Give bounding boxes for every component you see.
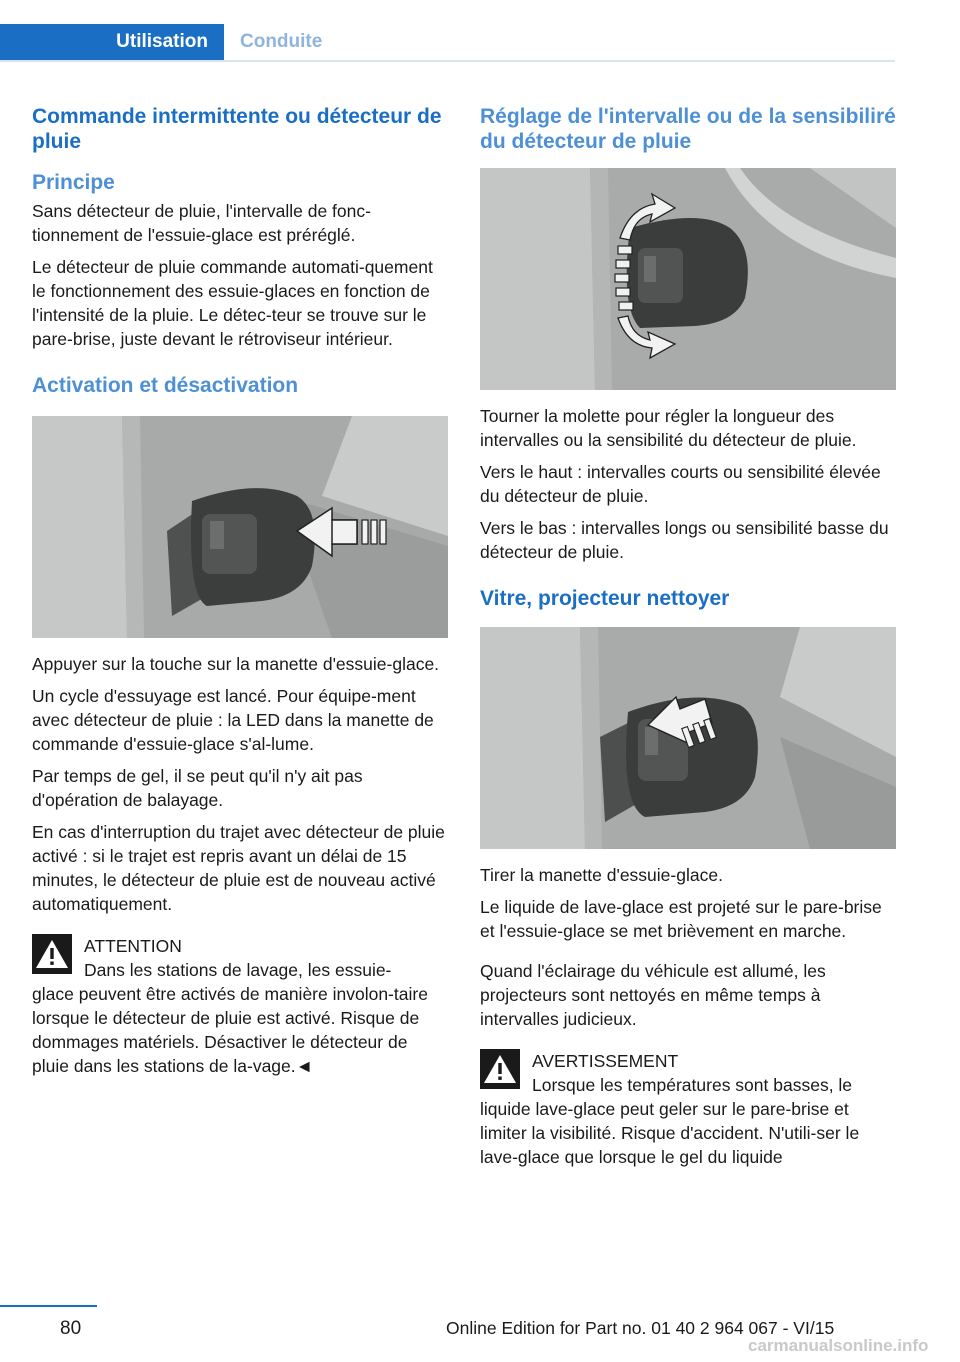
tab-bar — [0, 24, 895, 62]
figure-wiper-dial — [480, 168, 896, 390]
heading-vitre: Vitre, projecteur nettoyer — [480, 587, 730, 610]
warning-text: Dans les stations de lavage, les essuie- — [84, 960, 392, 980]
heading-activation: Activation et désactivation — [32, 374, 299, 397]
paragraph: Sans détecteur de pluie, l'intervalle de fonc‐tionnement de l'essuie-glace est préréglé. — [32, 201, 371, 245]
paragraph: Par temps de gel, il se peut qu'il n'y ait pas d'opération de balayage. — [32, 766, 363, 810]
paragraph: En cas d'interruption du trajet avec détecteur de pluie activé : si le trajet est repris avant un délai de 15 minutes, le détecteur de pluie est de nouveau activé automatiquement. — [32, 822, 445, 914]
paragraph: Le détecteur de pluie commande automati‐quement le fonctionnement des essuie-glaces en fonction de l'intensité de la pluie. Le détec‐teur se trouve sur le pare-brise, juste devant le rétroviseur intérieur. — [32, 257, 433, 349]
paragraph: Tirer la manette d'essuie-glace. — [480, 865, 723, 885]
warning-title: AVERTISSEMENT — [532, 1051, 679, 1071]
tab-utilisation[interactable]: Utilisation — [0, 24, 224, 60]
heading-reglage: Réglage de l'intervalle ou de la sensibiliré du détecteur de pluie — [480, 105, 896, 153]
section-heading-commande: Commande intermittente ou détecteur de pluie — [32, 105, 442, 153]
watermark: carmanualsonline.info — [748, 1336, 929, 1355]
paragraph: Un cycle d'essuyage est lancé. Pour équipe‐ment avec détecteur de pluie : la LED dans la manette de commande d'essuie-glace s'al‐lume. — [32, 686, 434, 754]
paragraph: Le liquide de lave-glace est projeté sur le pare-brise et l'essuie-glace se met brièvement en marche. — [480, 897, 882, 941]
footer-rule — [0, 1305, 97, 1307]
warning-text: Lorsque les températures sont basses, le — [532, 1075, 853, 1095]
paragraph: Appuyer sur la touche sur la manette d'essuie-glace. — [32, 654, 440, 674]
tab-conduite[interactable]: Conduite — [240, 31, 323, 52]
tab-underline — [0, 60, 895, 62]
warning-triangle-icon — [32, 934, 72, 974]
left-column — [32, 104, 448, 1078]
page-number: 80 — [60, 1318, 82, 1339]
right-column — [480, 104, 896, 1169]
paragraph: Vers le bas : intervalles longs ou sensibilité basse du détecteur de pluie. — [480, 518, 889, 562]
warning-text: liquide lave-glace peut geler sur le pare-brise et limiter la visibilité. Risque d'accident. N'utili‐ser le lave-glace que lorsque le gel du liquide — [480, 1099, 860, 1167]
warning-avertissement — [480, 1049, 896, 1169]
figure-wiper-pull — [480, 627, 896, 849]
warning-triangle-icon — [480, 1049, 520, 1089]
paragraph: Vers le haut : intervalles courts ou sensibilité élevée du détecteur de pluie. — [480, 462, 881, 506]
paragraph: Tourner la molette pour régler la longueur des intervalles ou la sensibilité du détecteur de pluie. — [480, 406, 857, 450]
figure-wiper-button — [32, 416, 448, 638]
warning-attention — [32, 934, 448, 1078]
heading-principe: Principe — [32, 171, 115, 194]
edition-text: Online Edition for Part no. 01 40 2 964 067 - VI/15 — [446, 1318, 835, 1338]
warning-title: ATTENTION — [84, 936, 182, 956]
paragraph: Quand l'éclairage du véhicule est allumé, les projecteurs sont nettoyés en même temps à intervalles judicieux. — [480, 961, 826, 1029]
warning-text: glace peuvent être activés de manière involon‐taire lorsque le détecteur de pluie est activé. Risque de dommages matériels. Désactiver le détecteur de pluie dans les stations de la‐vage.◄ — [32, 984, 428, 1076]
